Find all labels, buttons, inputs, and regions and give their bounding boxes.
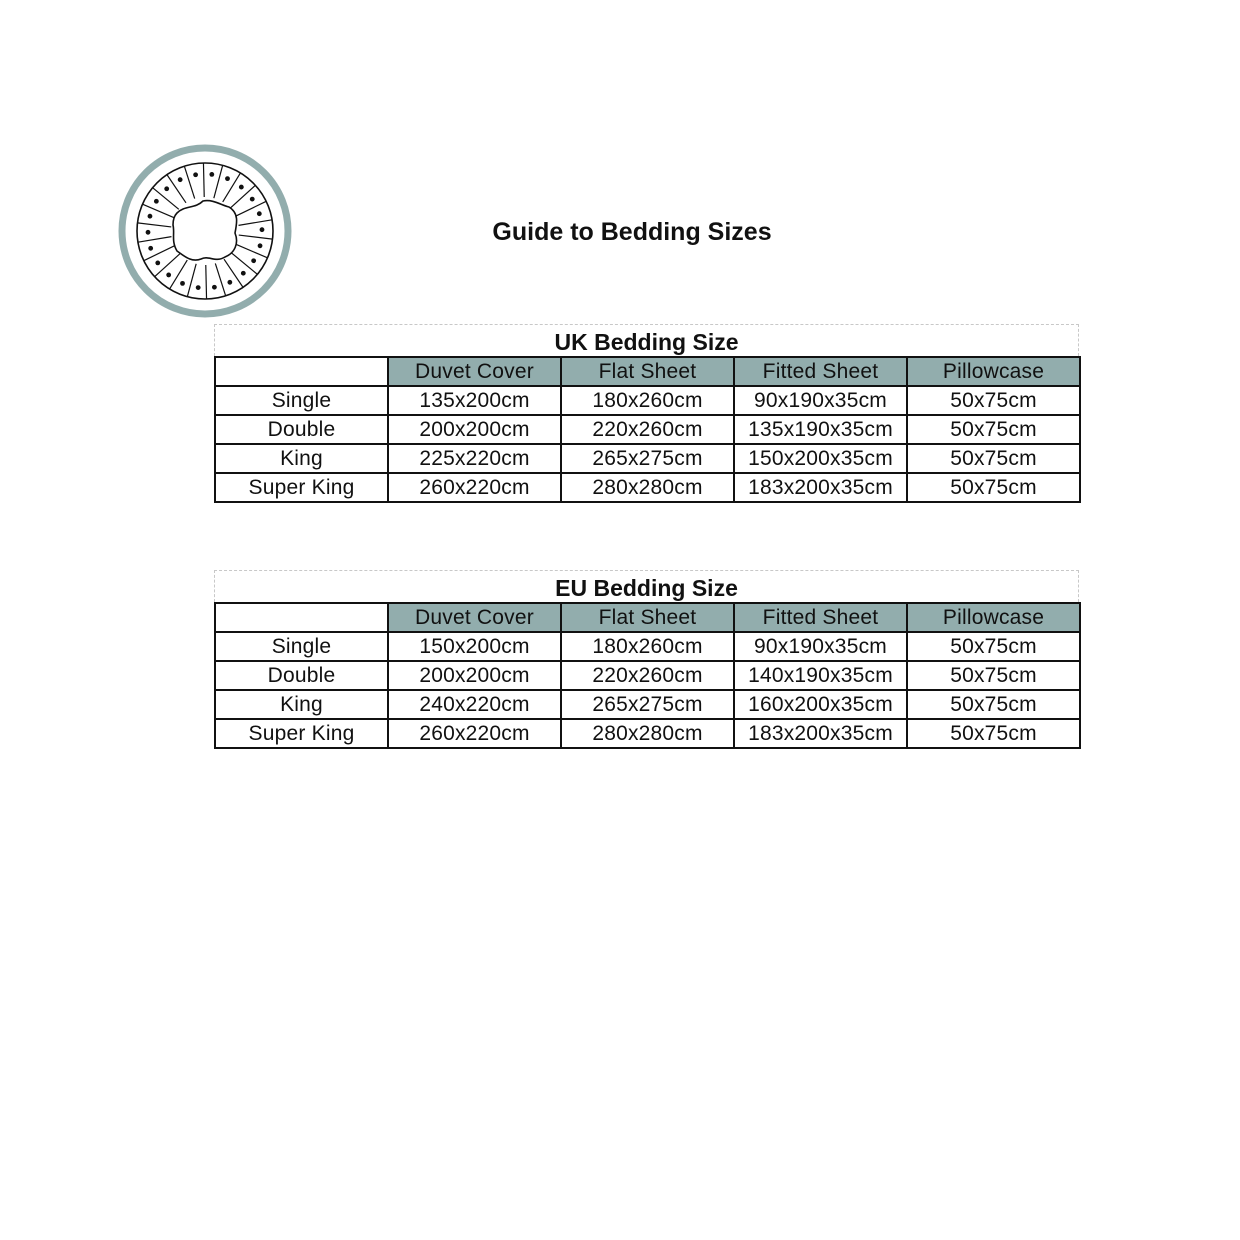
row-label: King bbox=[215, 690, 388, 719]
uk-size-table bbox=[214, 356, 1081, 503]
column-header-fitted-sheet: Fitted Sheet bbox=[734, 603, 907, 632]
column-header-pillowcase: Pillowcase bbox=[907, 357, 1080, 386]
row-label: Single bbox=[215, 632, 388, 661]
table-cell: 50x75cm bbox=[907, 690, 1080, 719]
table-cell: 50x75cm bbox=[907, 415, 1080, 444]
eu-size-section bbox=[214, 570, 1079, 749]
table-cell: 260x220cm bbox=[388, 473, 561, 502]
row-label: Single bbox=[215, 386, 388, 415]
table-cell: 135x200cm bbox=[388, 386, 561, 415]
table-cell: 265x275cm bbox=[561, 690, 734, 719]
table-cell: 50x75cm bbox=[907, 632, 1080, 661]
table-header-row bbox=[215, 357, 1080, 386]
table-cell: 180x260cm bbox=[561, 632, 734, 661]
uk-size-section bbox=[214, 324, 1079, 503]
table-cell: 280x280cm bbox=[561, 719, 734, 748]
table-cell: 220x260cm bbox=[561, 415, 734, 444]
column-header-flat-sheet: Flat Sheet bbox=[561, 357, 734, 386]
table-row bbox=[215, 386, 1080, 415]
table-row bbox=[215, 661, 1080, 690]
table-cell: 260x220cm bbox=[388, 719, 561, 748]
table-cell: 50x75cm bbox=[907, 386, 1080, 415]
column-header-duvet-cover: Duvet Cover bbox=[388, 357, 561, 386]
table-cell: 200x200cm bbox=[388, 415, 561, 444]
table-row bbox=[215, 415, 1080, 444]
table-cell: 50x75cm bbox=[907, 444, 1080, 473]
header-blank-cell bbox=[215, 603, 388, 632]
table-cell: 150x200cm bbox=[388, 632, 561, 661]
table-header-row bbox=[215, 603, 1080, 632]
uk-table-title: UK Bedding Size bbox=[214, 324, 1079, 356]
column-header-fitted-sheet: Fitted Sheet bbox=[734, 357, 907, 386]
table-cell: 225x220cm bbox=[388, 444, 561, 473]
column-header-duvet-cover: Duvet Cover bbox=[388, 603, 561, 632]
table-cell: 265x275cm bbox=[561, 444, 734, 473]
table-row bbox=[215, 473, 1080, 502]
table-cell: 50x75cm bbox=[907, 473, 1080, 502]
table-row bbox=[215, 719, 1080, 748]
page-title: Guide to Bedding Sizes bbox=[492, 218, 772, 246]
eu-table-title: EU Bedding Size bbox=[214, 570, 1079, 602]
table-cell: 240x220cm bbox=[388, 690, 561, 719]
table-cell: 160x200x35cm bbox=[734, 690, 907, 719]
table-cell: 180x260cm bbox=[561, 386, 734, 415]
row-label: Super King bbox=[215, 473, 388, 502]
table-cell: 135x190x35cm bbox=[734, 415, 907, 444]
column-header-flat-sheet: Flat Sheet bbox=[561, 603, 734, 632]
table-cell: 183x200x35cm bbox=[734, 473, 907, 502]
table-row bbox=[215, 444, 1080, 473]
row-label: Super King bbox=[215, 719, 388, 748]
header-blank-cell bbox=[215, 357, 388, 386]
row-label: Double bbox=[215, 415, 388, 444]
table-cell: 150x200x35cm bbox=[734, 444, 907, 473]
row-label: Double bbox=[215, 661, 388, 690]
table-cell: 183x200x35cm bbox=[734, 719, 907, 748]
table-cell: 50x75cm bbox=[907, 719, 1080, 748]
table-cell: 220x260cm bbox=[561, 661, 734, 690]
table-cell: 280x280cm bbox=[561, 473, 734, 502]
row-label: King bbox=[215, 444, 388, 473]
table-cell: 200x200cm bbox=[388, 661, 561, 690]
table-cell: 90x190x35cm bbox=[734, 632, 907, 661]
table-row bbox=[215, 690, 1080, 719]
table-row bbox=[215, 632, 1080, 661]
column-header-pillowcase: Pillowcase bbox=[907, 603, 1080, 632]
table-cell: 90x190x35cm bbox=[734, 386, 907, 415]
eu-size-table bbox=[214, 602, 1081, 749]
table-cell: 50x75cm bbox=[907, 661, 1080, 690]
table-cell: 140x190x35cm bbox=[734, 661, 907, 690]
